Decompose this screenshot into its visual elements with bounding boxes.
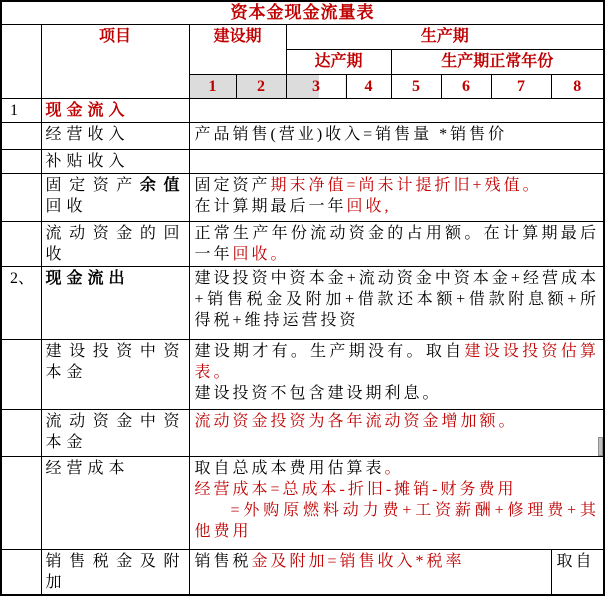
year-cell: 4 <box>346 74 391 98</box>
text-segment: 经营收入 <box>45 125 130 143</box>
table-row <box>1 339 604 409</box>
year-cell: 7 <box>491 74 551 98</box>
text-segment: 期末净值=尚未计提折旧+残值。 <box>270 176 542 194</box>
table-row <box>1 456 604 549</box>
text-segment: 建设投资中资本金+流动资金中资本金+经营成本+销售税金及附加+借款还本额+借款附息额+所得税+维持运营投资 <box>194 269 600 329</box>
description-cell <box>189 456 604 549</box>
row-number-cell: 2、 <box>1 266 41 339</box>
text-segment: 现金流入 <box>45 101 130 119</box>
text-segment: 建设投资不包含建设期利息。 <box>194 384 442 402</box>
table-row <box>1 122 604 149</box>
project-name-cell <box>41 221 189 266</box>
row-number-cell: 1 <box>1 98 41 122</box>
corner-cell <box>1 24 41 98</box>
description-cell <box>189 98 604 122</box>
text-segment: 固定资产 <box>45 176 140 194</box>
description-extra-cell <box>551 549 604 595</box>
table-row <box>1 173 604 221</box>
row-number-cell <box>1 339 41 409</box>
description-line <box>195 175 600 196</box>
description-cell <box>189 339 604 409</box>
text-segment: 建设投资中资本金 <box>45 342 185 381</box>
header-production-period: 生产期 <box>286 24 604 49</box>
description-cell <box>189 122 604 149</box>
description-line <box>195 196 600 217</box>
year-cell: 5 <box>391 74 441 98</box>
row-number-cell <box>1 549 41 595</box>
text-segment: 经营成本=总成本-折旧-摊销-财务费用 <box>194 480 517 498</box>
row-number-cell <box>1 173 41 221</box>
text-segment: 流动资金中资本金 <box>45 412 185 451</box>
header-project: 项目 <box>41 24 189 98</box>
description-line <box>195 551 547 572</box>
table-row <box>1 98 604 122</box>
description-line <box>195 411 600 432</box>
text-segment: 流动资金的回收 <box>45 224 185 263</box>
project-name-cell <box>41 266 189 339</box>
description-line <box>195 268 600 331</box>
text-segment: =外购原燃料动力费+工资薪酬+修理费+其他费用 <box>194 501 600 540</box>
project-name-cell <box>41 98 189 122</box>
text-segment: 在计算期最后一年 <box>194 197 347 215</box>
description-cell <box>189 549 551 595</box>
text-segment: 固定资产 <box>194 176 271 194</box>
text-segment: 建设期才有。生产期没有。取自 <box>194 342 465 360</box>
text-segment: 回收 <box>45 197 88 215</box>
text-segment: 流动资金投资为各年流动资金增加额。 <box>194 412 518 430</box>
description-cell <box>189 221 604 266</box>
project-name-cell <box>41 149 189 173</box>
header-normal-years: 生产期正常年份 <box>391 49 604 74</box>
text-segment: 建设设投资估算表。 <box>194 342 600 381</box>
description-line <box>195 124 600 145</box>
header-row-1 <box>1 24 604 49</box>
project-name-cell <box>41 122 189 149</box>
text-segment: 正常生产年份流动资金的占用额。在计算期最后一年 <box>194 224 600 263</box>
year-cell: 6 <box>441 74 491 98</box>
table-title: 资本金现金流量表 <box>1 1 604 24</box>
text-segment: 销售税金及附加 <box>45 552 185 591</box>
scrollbar-thumb[interactable] <box>598 437 603 456</box>
project-name-cell <box>41 549 189 595</box>
description-cell <box>189 266 604 339</box>
text-segment: 补贴收入 <box>45 152 130 170</box>
row-number-cell <box>1 221 41 266</box>
row-number-cell <box>1 409 41 456</box>
table-row <box>1 149 604 173</box>
row-number-cell <box>1 456 41 549</box>
header-reach-production-period: 达产期 <box>286 49 391 74</box>
description-line <box>195 479 600 500</box>
project-name-cell <box>41 173 189 221</box>
text-segment: 取自 <box>556 552 595 570</box>
text-segment: 销售税 <box>194 552 252 570</box>
text-segment: 。 <box>384 459 404 477</box>
text-segment: 经营成本 <box>45 459 130 477</box>
description-line <box>195 223 600 265</box>
table-row <box>1 409 604 456</box>
description-cell <box>189 409 604 456</box>
project-name-cell <box>41 409 189 456</box>
row-number-cell <box>1 122 41 149</box>
description-cell <box>189 149 604 173</box>
description-cell <box>189 173 604 221</box>
table-row <box>1 549 604 595</box>
text-segment: 产品销售(营业)收入=销售量 *销售价 <box>194 125 508 143</box>
year-cell: 1 <box>189 74 236 98</box>
project-name-cell <box>41 456 189 549</box>
description-line <box>195 500 600 542</box>
description-line <box>195 458 600 479</box>
table-row <box>1 221 604 266</box>
year-cell: 8 <box>551 74 604 98</box>
title-row <box>1 1 604 24</box>
project-name-cell <box>41 339 189 409</box>
header-construction-period: 建设期 <box>189 24 286 74</box>
text-segment: 回收。 <box>232 245 290 263</box>
text-segment: 余值 <box>139 176 185 194</box>
text-segment: 取自总成本费用估算表 <box>194 459 385 477</box>
row-number-cell <box>1 149 41 173</box>
text-segment: 回收, <box>346 197 392 215</box>
text-segment: 现金流出 <box>45 269 130 287</box>
year-cell: 3 <box>286 74 346 98</box>
description-line <box>195 383 600 404</box>
description-line <box>195 341 600 383</box>
text-segment: 金及附加=销售收入*税率 <box>251 552 465 570</box>
table-row <box>1 266 604 339</box>
year-cell: 2 <box>236 74 286 98</box>
